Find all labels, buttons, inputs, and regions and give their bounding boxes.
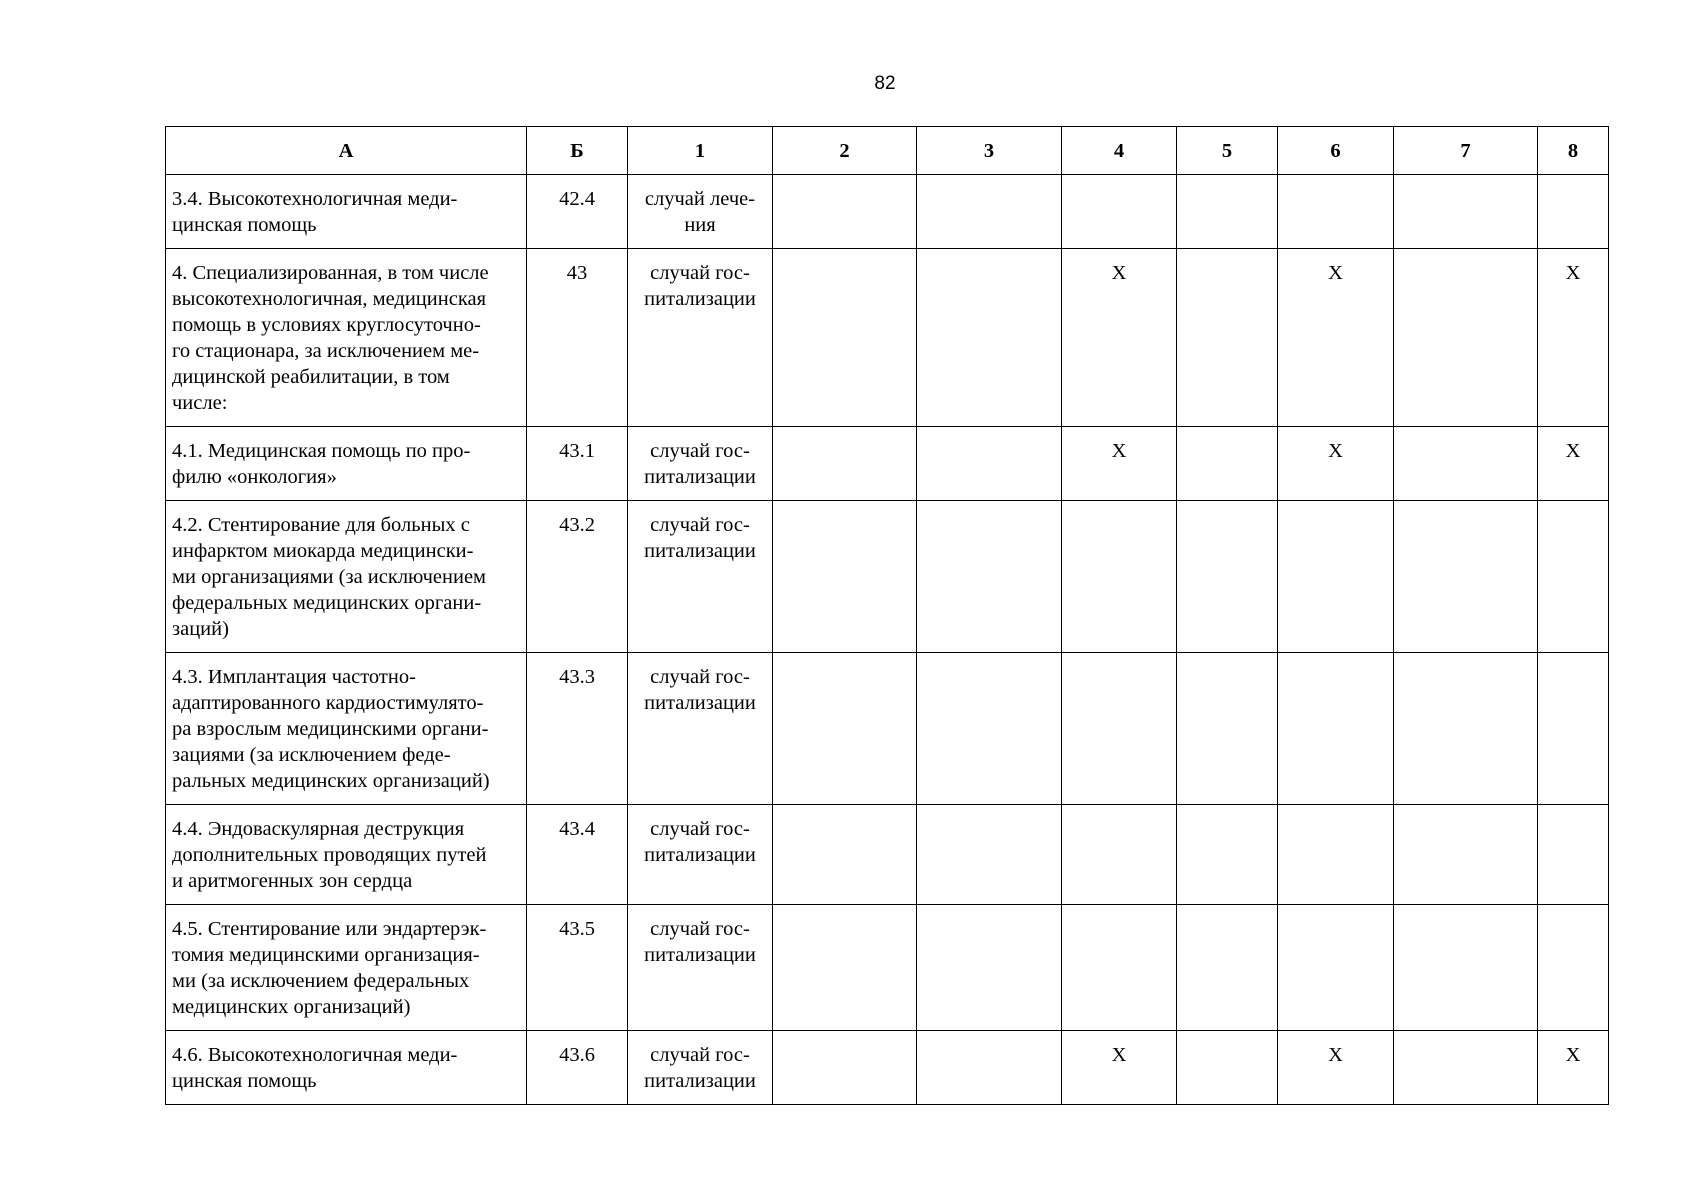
- row-col4-cell: [1062, 653, 1177, 805]
- row-col8-cell: [1538, 501, 1609, 653]
- row-col5-cell: [1177, 501, 1278, 653]
- row-col8-cell: X: [1538, 249, 1609, 427]
- row-col8-cell: [1538, 653, 1609, 805]
- row-col3-cell: [917, 427, 1062, 501]
- row-col6-cell: [1278, 653, 1394, 805]
- row-name-cell: 4.3. Имплантация частотно- адаптированного кардиостимулято- ра взрослым медицинскими органи- зациями (за исключением феде- ральных медицинских организаций): [166, 653, 527, 805]
- header-cell-1: 1: [628, 127, 773, 175]
- row-col7-cell: [1394, 653, 1538, 805]
- row-col3-cell: [917, 249, 1062, 427]
- table-row: [166, 805, 1609, 905]
- row-unit-cell: случай гос- питализации: [628, 249, 773, 427]
- page-number: 82: [874, 73, 896, 94]
- row-col6-cell: [1278, 905, 1394, 1031]
- row-col8-cell: X: [1538, 1031, 1609, 1105]
- header-cell-3: 3: [917, 127, 1062, 175]
- row-col6-cell: [1278, 175, 1394, 249]
- row-code-cell: 43.4: [527, 805, 628, 905]
- row-unit-cell: случай гос- питализации: [628, 501, 773, 653]
- table-row: [166, 501, 1609, 653]
- row-col3-cell: [917, 1031, 1062, 1105]
- row-col2-cell: [773, 501, 917, 653]
- row-unit-cell: случай гос- питализации: [628, 905, 773, 1031]
- row-col5-cell: [1177, 427, 1278, 501]
- row-col6-cell: X: [1278, 1031, 1394, 1105]
- row-code-cell: 42.4: [527, 175, 628, 249]
- row-col6-cell: [1278, 805, 1394, 905]
- table-row: [166, 653, 1609, 805]
- row-name-cell: 4.6. Высокотехнологичная меди- цинская помощь: [166, 1031, 527, 1105]
- table-row: [166, 905, 1609, 1031]
- row-col5-cell: [1177, 1031, 1278, 1105]
- row-col5-cell: [1177, 175, 1278, 249]
- header-cell-7: 7: [1394, 127, 1538, 175]
- row-code-cell: 43.3: [527, 653, 628, 805]
- row-col7-cell: [1394, 249, 1538, 427]
- row-col4-cell: X: [1062, 1031, 1177, 1105]
- row-col8-cell: [1538, 805, 1609, 905]
- header-cell-a: А: [166, 127, 527, 175]
- row-unit-cell: случай гос- питализации: [628, 1031, 773, 1105]
- row-col8-cell: X: [1538, 427, 1609, 501]
- row-name-cell: 4.4. Эндоваскулярная деструкция дополнительных проводящих путей и аритмогенных зон сердца: [166, 805, 527, 905]
- row-col6-cell: X: [1278, 427, 1394, 501]
- row-col6-cell: X: [1278, 249, 1394, 427]
- row-col7-cell: [1394, 905, 1538, 1031]
- data-table: [165, 126, 1609, 1105]
- row-code-cell: 43.5: [527, 905, 628, 1031]
- header-cell-b: Б: [527, 127, 628, 175]
- row-col4-cell: [1062, 905, 1177, 1031]
- row-unit-cell: случай лече- ния: [628, 175, 773, 249]
- header-row: [166, 127, 1609, 175]
- row-unit-cell: случай гос- питализации: [628, 653, 773, 805]
- row-unit-cell: случай гос- питализации: [628, 427, 773, 501]
- table-row: [166, 1031, 1609, 1105]
- row-col5-cell: [1177, 249, 1278, 427]
- row-col2-cell: [773, 905, 917, 1031]
- row-col4-cell: [1062, 501, 1177, 653]
- row-unit-cell: случай гос- питализации: [628, 805, 773, 905]
- header-cell-5: 5: [1177, 127, 1278, 175]
- row-col3-cell: [917, 905, 1062, 1031]
- row-col2-cell: [773, 427, 917, 501]
- row-col2-cell: [773, 249, 917, 427]
- row-col7-cell: [1394, 175, 1538, 249]
- row-col3-cell: [917, 175, 1062, 249]
- header-cell-2: 2: [773, 127, 917, 175]
- header-cell-8: 8: [1538, 127, 1609, 175]
- row-col3-cell: [917, 653, 1062, 805]
- row-code-cell: 43.1: [527, 427, 628, 501]
- header-cell-4: 4: [1062, 127, 1177, 175]
- row-col5-cell: [1177, 805, 1278, 905]
- row-col5-cell: [1177, 905, 1278, 1031]
- row-col8-cell: [1538, 905, 1609, 1031]
- row-name-cell: 3.4. Высокотехнологичная меди- цинская помощь: [166, 175, 527, 249]
- row-col2-cell: [773, 805, 917, 905]
- row-code-cell: 43.6: [527, 1031, 628, 1105]
- row-col2-cell: [773, 175, 917, 249]
- row-code-cell: 43: [527, 249, 628, 427]
- row-col6-cell: [1278, 501, 1394, 653]
- row-name-cell: 4.5. Стентирование или эндартерэк- томия медицинскими организация- ми (за исключением федеральных медицинских организаций): [166, 905, 527, 1031]
- row-col3-cell: [917, 501, 1062, 653]
- row-col7-cell: [1394, 805, 1538, 905]
- row-col2-cell: [773, 1031, 917, 1105]
- row-col7-cell: [1394, 1031, 1538, 1105]
- row-name-cell: 4. Специализированная, в том числе высокотехнологичная, медицинская помощь в условиях круглосуточно- го стационара, за исключением ме- дицинской реабилитации, в том числе:: [166, 249, 527, 427]
- row-col4-cell: [1062, 175, 1177, 249]
- row-name-cell: 4.2. Стентирование для больных с инфарктом миокарда медицински- ми организациями (за исключением федеральных медицинских органи- заций): [166, 501, 527, 653]
- row-col7-cell: [1394, 501, 1538, 653]
- table-row: [166, 175, 1609, 249]
- header-cell-6: 6: [1278, 127, 1394, 175]
- row-col8-cell: [1538, 175, 1609, 249]
- row-col4-cell: X: [1062, 427, 1177, 501]
- row-code-cell: 43.2: [527, 501, 628, 653]
- row-col7-cell: [1394, 427, 1538, 501]
- table-row: [166, 249, 1609, 427]
- row-col4-cell: X: [1062, 249, 1177, 427]
- row-col4-cell: [1062, 805, 1177, 905]
- table-row: [166, 427, 1609, 501]
- row-name-cell: 4.1. Медицинская помощь по про- филю «онкология»: [166, 427, 527, 501]
- row-col5-cell: [1177, 653, 1278, 805]
- row-col3-cell: [917, 805, 1062, 905]
- row-col2-cell: [773, 653, 917, 805]
